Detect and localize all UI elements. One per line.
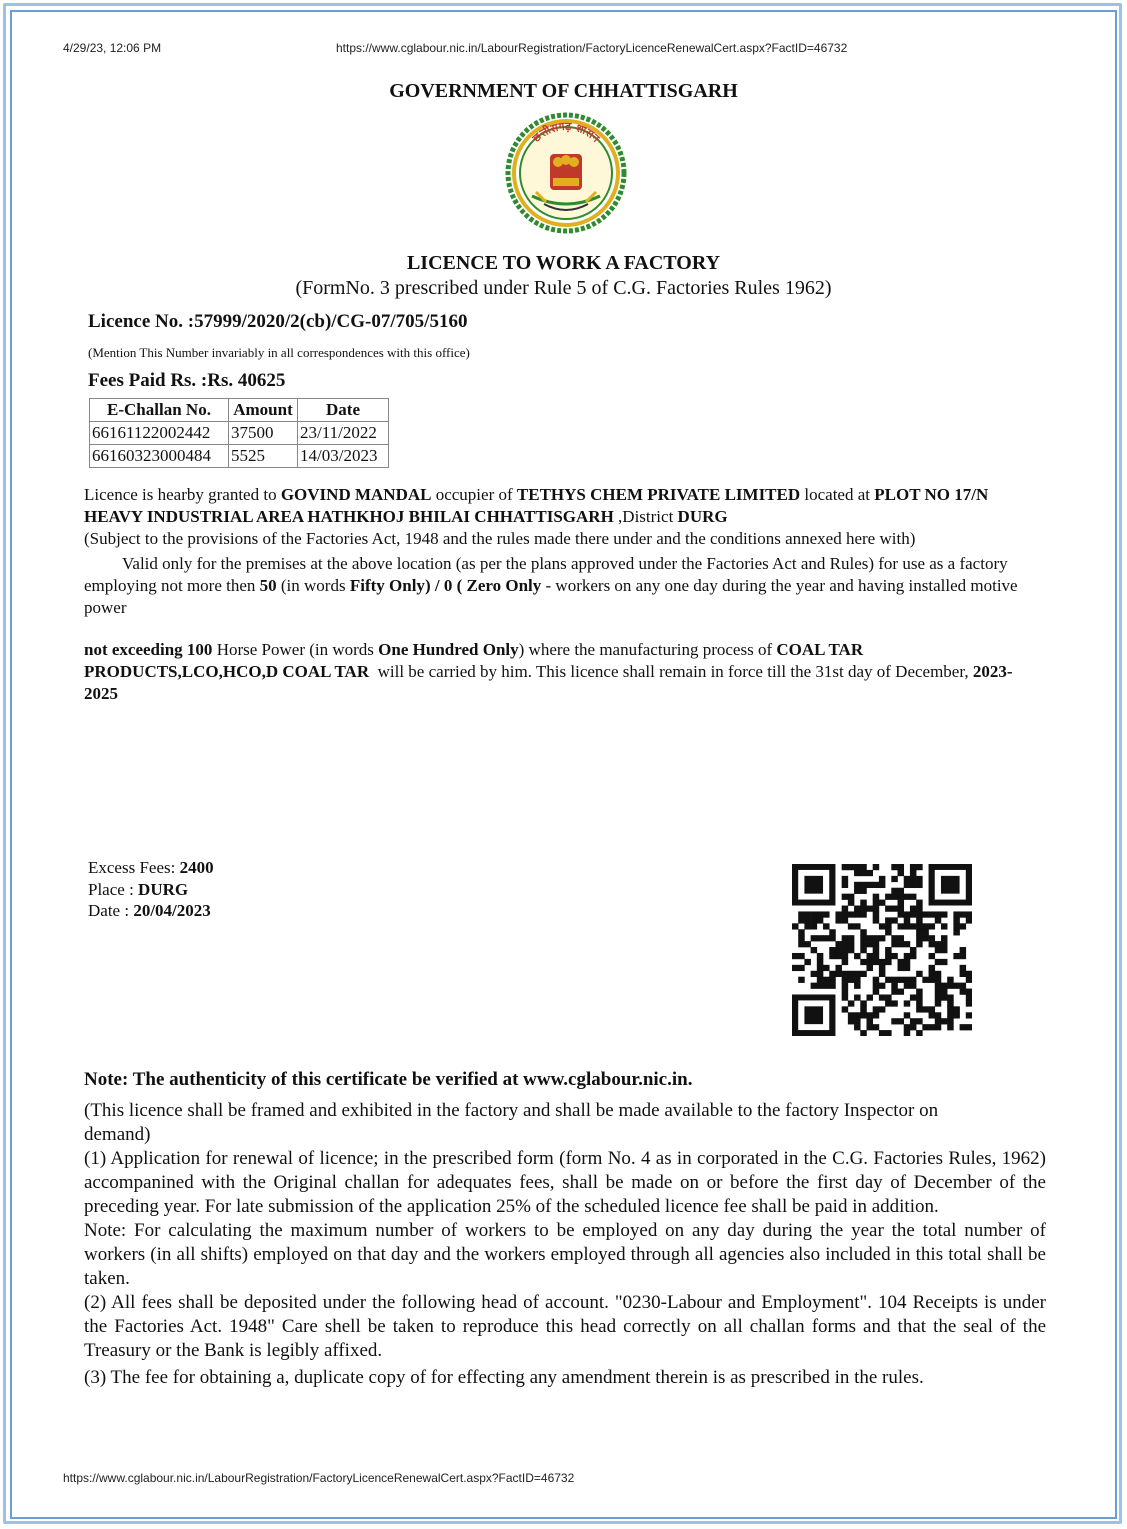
header-date: Date	[298, 399, 389, 422]
note-item: Note: For calculating the maximum number of workers to be employed on any day during the year the total number of workers (in all shifts) employed on that day and the workers employed through all agencies also included in this total shall be taken.	[84, 1220, 1046, 1289]
challan-table	[89, 398, 389, 468]
print-datetime: 4/29/23, 12:06 PM	[63, 41, 162, 55]
print-footer-url: https://www.cglabour.nic.in/LabourRegistration/FactoryLicenceRenewalCert.aspx?FactID=46732	[63, 1471, 575, 1485]
grant-text: located at	[800, 485, 875, 504]
women-workers: ) / 0 ( Zero Only	[424, 576, 542, 595]
power-text: Horse Power (in words	[212, 640, 379, 659]
government-title: GOVERNMENT OF CHHATTISGARH	[389, 80, 738, 102]
valid-text: - workers on any one day during the year and having installed motive power	[84, 576, 1018, 617]
grant-text: Licence is hearby granted to	[84, 485, 281, 504]
amount-cell: 5525	[229, 445, 298, 468]
power-text: ) where the manufacturing process of	[518, 640, 777, 659]
note-item: (3) The fee for obtaining a, duplicate copy of for effecting any amendment therein is as prescribed in the rules.	[84, 1367, 924, 1388]
valid-text: Valid only for the premises at the above location (as per the plans approved under the Factories Act and Rules) for use as a factory employing not more then	[84, 554, 1008, 595]
header-challan-no: E-Challan No.	[90, 399, 229, 422]
challan-table-header	[90, 399, 389, 422]
print-url: https://www.cglabour.nic.in/LabourRegistration/FactoryLicenceRenewalCert.aspx?FactID=46732	[336, 41, 848, 55]
date-line	[88, 900, 211, 922]
district-name: DURG	[677, 507, 728, 526]
note-item: (This licence shall be framed and exhibited in the factory and shall be made available to the factory Inspector on demand)	[84, 1100, 939, 1145]
power-text: will be carried by him. This licence shall remain in force till the 31st day of December,	[369, 662, 973, 681]
max-workers: 50	[259, 576, 277, 595]
excess-fees-label: Excess Fees:	[88, 858, 180, 877]
challan-no-cell: 66160323000484	[90, 445, 229, 468]
grant-text: ,District	[613, 507, 678, 526]
factory-address: PLOT NO 17/N HEAVY INDUSTRIAL AREA HATHKHOJ BHILAI CHHATTISGARH	[84, 485, 989, 526]
note-item: (2) All fees shall be deposited under the following head of account. "0230-Labour and Employment". 104 Receipts is under the Factories Act. 1948" Care shell be taken to reproduce this head correctly on all challan forms and that the seal of the Treasury or the Bank is legibly affixed.	[84, 1292, 1046, 1361]
date-cell: 14/03/2023	[298, 445, 389, 468]
grant-text: occupier of	[431, 485, 517, 504]
challan-table-wrapper	[89, 398, 389, 468]
document-title: LICENCE TO WORK A FACTORY	[406, 252, 721, 274]
header-amount: Amount	[229, 399, 298, 422]
date-cell: 23/11/2022	[298, 422, 389, 445]
date-label: Date :	[88, 901, 134, 920]
chhattisgarh-emblem-icon	[496, 112, 636, 234]
licence-number-value: 57999/2020/2(cb)/CG-07/705/5160	[194, 311, 468, 332]
horse-power: not exceeding 100	[84, 640, 213, 659]
place-value: DURG	[138, 880, 189, 899]
table-row	[90, 422, 389, 445]
notes-section	[84, 1099, 1046, 1393]
power-paragraph	[84, 639, 1044, 705]
licence-number-line	[88, 311, 467, 333]
valid-text: (in words	[276, 576, 350, 595]
licence-number-label: Licence No. :	[88, 311, 195, 332]
max-workers-words: Fifty Only	[349, 576, 425, 595]
document-subtitle: (FormNo. 3 prescribed under Rule 5 of C.G. Factories Rules 1962)	[295, 277, 832, 299]
manufacturing-process: COAL TAR PRODUCTS,LCO,HCO,D COAL TAR	[84, 640, 864, 681]
qr-code-icon	[792, 864, 972, 1036]
authenticity-note: Note: The authenticity of this certificate be verified at www.cglabour.nic.in.	[84, 1069, 693, 1090]
date-value: 20/04/2023	[133, 901, 211, 920]
note-item: (1) Application for renewal of licence; in the prescribed form (form No. 4 as in corporated in the C.G. Factories Rules, 1962) accompanined with the Original challan for adequates fees, shall be made on or before the first day of December of the preceding year. For late submission of the application 25% of the scheduled licence fee shall be paid in addition.	[84, 1148, 1046, 1217]
fees-paid-value: Rs. 40625	[207, 370, 286, 391]
grant-paragraph	[84, 484, 1044, 550]
company-name: TETHYS CHEM PRIVATE LIMITED	[516, 485, 801, 504]
subject-clause: (Subject to the provisions of the Factories Act, 1948 and the rules made there under and the conditions annexed here with)	[84, 529, 916, 548]
valid-paragraph	[84, 553, 1044, 619]
mention-note: (Mention This Number invariably in all correspondences with this office)	[88, 345, 470, 360]
horse-power-words: One Hundred Only	[378, 640, 519, 659]
licence-period: 2023-2025	[84, 662, 1013, 703]
occupier-name: GOVIND MANDAL	[280, 485, 432, 504]
challan-no-cell: 66161122002442	[90, 422, 229, 445]
fees-paid-line	[88, 370, 285, 392]
place-label: Place :	[88, 880, 139, 899]
place-line	[88, 879, 188, 901]
excess-fees-value: 2400	[179, 858, 214, 877]
excess-fees-line	[88, 857, 214, 879]
amount-cell: 37500	[229, 422, 298, 445]
table-row	[90, 445, 389, 468]
fees-paid-label: Fees Paid Rs. :	[88, 370, 208, 391]
svg-text:छत्तीसगढ़ शासन: छत्तीसगढ़ शासन	[529, 119, 603, 145]
